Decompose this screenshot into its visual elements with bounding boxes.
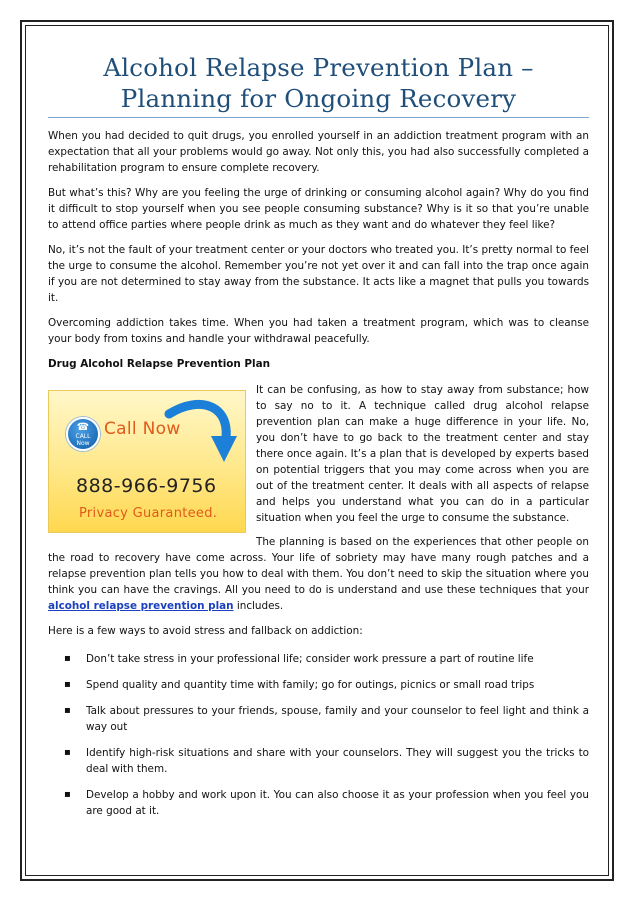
section-body [48, 382, 589, 614]
page-title: Alcohol Relapse Prevention Plan – Planning for Ongoing Recovery [103, 53, 534, 113]
list-intro: Here is a few ways to avoid stress and fallback on addiction: [48, 625, 363, 637]
badge-label-now: Now [76, 440, 90, 447]
list-item: ▪ Develop a hobby and work upon it. You can also choose it as your profession when you feel you are good at it. [86, 787, 589, 819]
list-item: ▪ Spend quality and quantity time with family; go for outings, picnics or small road trips [86, 677, 589, 693]
paragraph-urge: But what’s this? Why are you feeling the urge of drinking or consuming alcohol again? Why do you find it difficult to stop yourself when you see people consuming substance? Why is it so that you’re unable to attend office parties where people drink as much as they want and do whatever they feel like? [48, 187, 589, 231]
title-underline [48, 117, 589, 118]
section-paragraph-2-end: includes. [236, 600, 284, 612]
list-item: ▪ Identify high-risk situations and share with your counselors. They will suggest you the tricks to deal with them. [86, 745, 589, 777]
relapse-plan-link[interactable]: alcohol relapse prevention plan [48, 600, 234, 612]
tips-list [48, 651, 589, 819]
paragraph-intro: When you had decided to quit drugs, you enrolled yourself in an addiction treatment program with an expectation that all your problems would go away. Not only this, you had also successfully completed a rehabilitation program to ensure complete recovery. [48, 130, 589, 174]
section-paragraph-2 [48, 534, 589, 614]
call-now-label: Call Now [104, 419, 181, 439]
list-item: ▪ Don’t take stress in your professional life; consider work pressure a part of routine life [86, 651, 589, 667]
section-paragraph-1-text: It can be confusing, as how to stay away from substance; how to say no to it. A technique called drug alcohol relapse prevention plan can make a huge difference in your life. No, you don’t have to go back to the treatment center and stay there once again. It’s a plan that is developed by experts based on potential triggers that you may come across when you are out of the treatment center. It deals with all aspects of relapse and helps you understand what you can do in a particular situation when you feel the urge to consume the substance. [256, 384, 589, 524]
phone-number: 888-966-9756 [76, 475, 217, 497]
paragraph-fault: No, it’s not the fault of your treatment center or your doctors who treated you. It’s pretty normal to feel the urge to consume the alcohol. Remember you’re not yet over it and can fall into the trap once again if you are not determined to stay away from the substance. It acts like a magnet that pulls you towards it. [48, 244, 589, 304]
curved-arrow-icon [161, 396, 239, 466]
paragraph-time: Overcoming addiction takes time. When you had taken a treatment program, which was to cleanse your body from toxins and handle your withdrawal peacefully. [48, 317, 589, 345]
section-heading: Drug Alcohol Relapse Prevention Plan [48, 358, 270, 370]
section-paragraph-1 [48, 382, 589, 526]
badge-label-call: CALL [75, 433, 91, 440]
call-now-badge [66, 417, 100, 451]
section-paragraph-2-text: The planning is based on the experiences that other people on the road to recovery have come across. Your life of sobriety may have many rough patches and a relapse prevention plan tells you how to deal with them. You don’t need to skip the situation where you think you can have the cravings. All you need to do is understand and use these techniques that your [48, 536, 589, 596]
phone-icon: ☎ [76, 422, 90, 433]
list-item: ▪ Talk about pressures to your friends, spouse, family and your counselor to feel light and think a way out [86, 703, 589, 735]
call-now-advert[interactable] [48, 390, 246, 533]
privacy-label: Privacy Guaranteed. [79, 506, 218, 521]
document-body [48, 52, 589, 829]
